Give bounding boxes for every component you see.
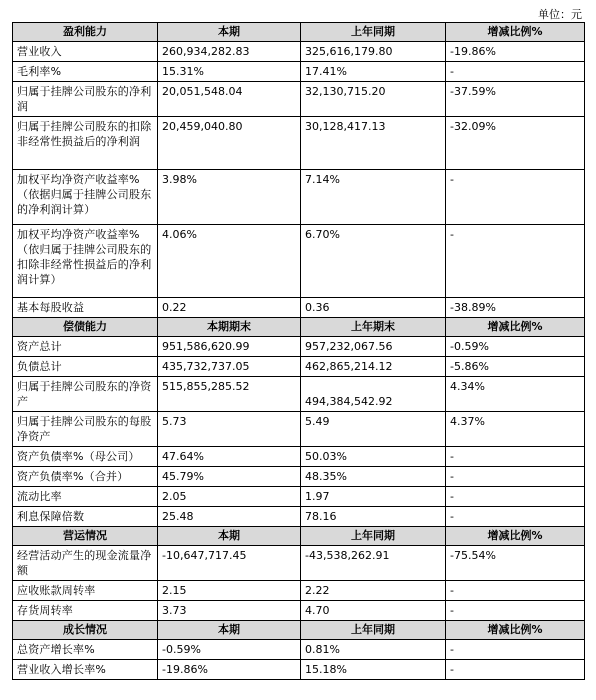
previous-value: -43,538,262.91 (301, 546, 446, 581)
header-cell: 本期期末 (158, 318, 301, 337)
previous-value: 7.14% (301, 170, 446, 225)
current-value: -0.59% (158, 640, 301, 660)
change-value: - (446, 507, 585, 527)
previous-value: 5.49 (301, 412, 446, 447)
header-cell: 盈利能力 (13, 23, 158, 42)
change-value: -5.86% (446, 357, 585, 377)
row-label: 加权平均净资产收益率%（依归属于挂牌公司股东的扣除非经常性损益后的净利润计算） (13, 225, 158, 298)
previous-value: 48.35% (301, 467, 446, 487)
row-label: 存货周转率 (13, 601, 158, 621)
header-cell: 增减比例% (446, 23, 585, 42)
change-value: - (446, 581, 585, 601)
previous-value: 2.22 (301, 581, 446, 601)
change-value: - (446, 170, 585, 225)
previous-value: 30,128,417.13 (301, 117, 446, 170)
change-value: -75.54% (446, 546, 585, 581)
header-cell: 偿债能力 (13, 318, 158, 337)
header-cell: 成长情况 (13, 621, 158, 640)
current-value: 15.31% (158, 62, 301, 82)
table-row (13, 507, 585, 527)
current-value: 20,459,040.80 (158, 117, 301, 170)
financial-indicators-table (12, 22, 585, 680)
row-label: 资产负债率%（母公司） (13, 447, 158, 467)
current-value: 2.15 (158, 581, 301, 601)
row-label: 营业收入增长率% (13, 660, 158, 680)
section-header-solvency (13, 318, 585, 337)
header-cell: 营运情况 (13, 527, 158, 546)
table-row (13, 170, 585, 225)
row-label: 资产总计 (13, 337, 158, 357)
section-header-profitability (13, 23, 585, 42)
header-cell: 本期 (158, 23, 301, 42)
row-label: 归属于挂牌公司股东的净利润 (13, 82, 158, 117)
previous-value: 0.36 (301, 298, 446, 318)
table-row (13, 412, 585, 447)
current-value: 20,051,548.04 (158, 82, 301, 117)
section-header-growth (13, 621, 585, 640)
row-label: 加权平均净资产收益率%（依据归属于挂牌公司股东的净利润计算） (13, 170, 158, 225)
header-cell: 上年同期 (301, 527, 446, 546)
table-row (13, 117, 585, 170)
row-label: 归属于挂牌公司股东的扣除非经常性损益后的净利润 (13, 117, 158, 170)
change-value: - (446, 640, 585, 660)
row-label: 利息保障倍数 (13, 507, 158, 527)
row-label: 应收账款周转率 (13, 581, 158, 601)
change-value: - (446, 225, 585, 298)
row-label: 归属于挂牌公司股东的净资产 (13, 377, 158, 412)
row-label: 负债总计 (13, 357, 158, 377)
table-row (13, 62, 585, 82)
table-row (13, 546, 585, 581)
header-cell: 增减比例% (446, 621, 585, 640)
previous-value: 1.97 (301, 487, 446, 507)
previous-value: 6.70% (301, 225, 446, 298)
header-cell: 上年同期 (301, 23, 446, 42)
row-label: 营业收入 (13, 42, 158, 62)
row-label: 流动比率 (13, 487, 158, 507)
row-label: 基本每股收益 (13, 298, 158, 318)
table-row (13, 581, 585, 601)
previous-value: 78.16 (301, 507, 446, 527)
change-value: - (446, 487, 585, 507)
current-value: 951,586,620.99 (158, 337, 301, 357)
current-value: 3.73 (158, 601, 301, 621)
current-value: 435,732,737.05 (158, 357, 301, 377)
previous-value: 32,130,715.20 (301, 82, 446, 117)
current-value: 2.05 (158, 487, 301, 507)
header-cell: 本期 (158, 621, 301, 640)
table-row (13, 447, 585, 467)
table-row (13, 660, 585, 680)
table-row (13, 337, 585, 357)
row-label: 资产负债率%（合并） (13, 467, 158, 487)
current-value: 45.79% (158, 467, 301, 487)
header-cell: 增减比例% (446, 527, 585, 546)
change-value: - (446, 660, 585, 680)
change-value: -19.86% (446, 42, 585, 62)
table-row (13, 42, 585, 62)
current-value: 3.98% (158, 170, 301, 225)
change-value: 4.37% (446, 412, 585, 447)
change-value: -38.89% (446, 298, 585, 318)
row-label: 总资产增长率% (13, 640, 158, 660)
change-value: -32.09% (446, 117, 585, 170)
table-row (13, 640, 585, 660)
current-value: -19.86% (158, 660, 301, 680)
change-value: - (446, 62, 585, 82)
table-row (13, 357, 585, 377)
header-cell: 上年期末 (301, 318, 446, 337)
previous-value: 0.81% (301, 640, 446, 660)
previous-value: 4.70 (301, 601, 446, 621)
table-row (13, 298, 585, 318)
change-value: - (446, 447, 585, 467)
change-value: -37.59% (446, 82, 585, 117)
previous-value: 494,384,542.92 (301, 377, 446, 412)
table-row (13, 467, 585, 487)
current-value: 0.22 (158, 298, 301, 318)
current-value: 25.48 (158, 507, 301, 527)
unit-label: 单位：元 (538, 8, 582, 21)
change-value: -0.59% (446, 337, 585, 357)
previous-value: 957,232,067.56 (301, 337, 446, 357)
previous-value: 462,865,214.12 (301, 357, 446, 377)
change-value: 4.34% (446, 377, 585, 412)
current-value: 47.64% (158, 447, 301, 467)
change-value: - (446, 467, 585, 487)
row-label: 经营活动产生的现金流量净额 (13, 546, 158, 581)
previous-value: 325,616,179.80 (301, 42, 446, 62)
change-value: - (446, 601, 585, 621)
table-row (13, 82, 585, 117)
previous-value: 50.03% (301, 447, 446, 467)
current-value: 260,934,282.83 (158, 42, 301, 62)
table-row (13, 377, 585, 412)
table-row (13, 225, 585, 298)
current-value: 4.06% (158, 225, 301, 298)
header-cell: 本期 (158, 527, 301, 546)
header-cell: 上年同期 (301, 621, 446, 640)
previous-value: 15.18% (301, 660, 446, 680)
current-value: -10,647,717.45 (158, 546, 301, 581)
section-header-operations (13, 527, 585, 546)
previous-value: 17.41% (301, 62, 446, 82)
table-row (13, 601, 585, 621)
current-value: 515,855,285.52 (158, 377, 301, 412)
row-label: 毛利率% (13, 62, 158, 82)
header-cell: 增减比例% (446, 318, 585, 337)
current-value: 5.73 (158, 412, 301, 447)
row-label: 归属于挂牌公司股东的每股净资产 (13, 412, 158, 447)
table-row (13, 487, 585, 507)
